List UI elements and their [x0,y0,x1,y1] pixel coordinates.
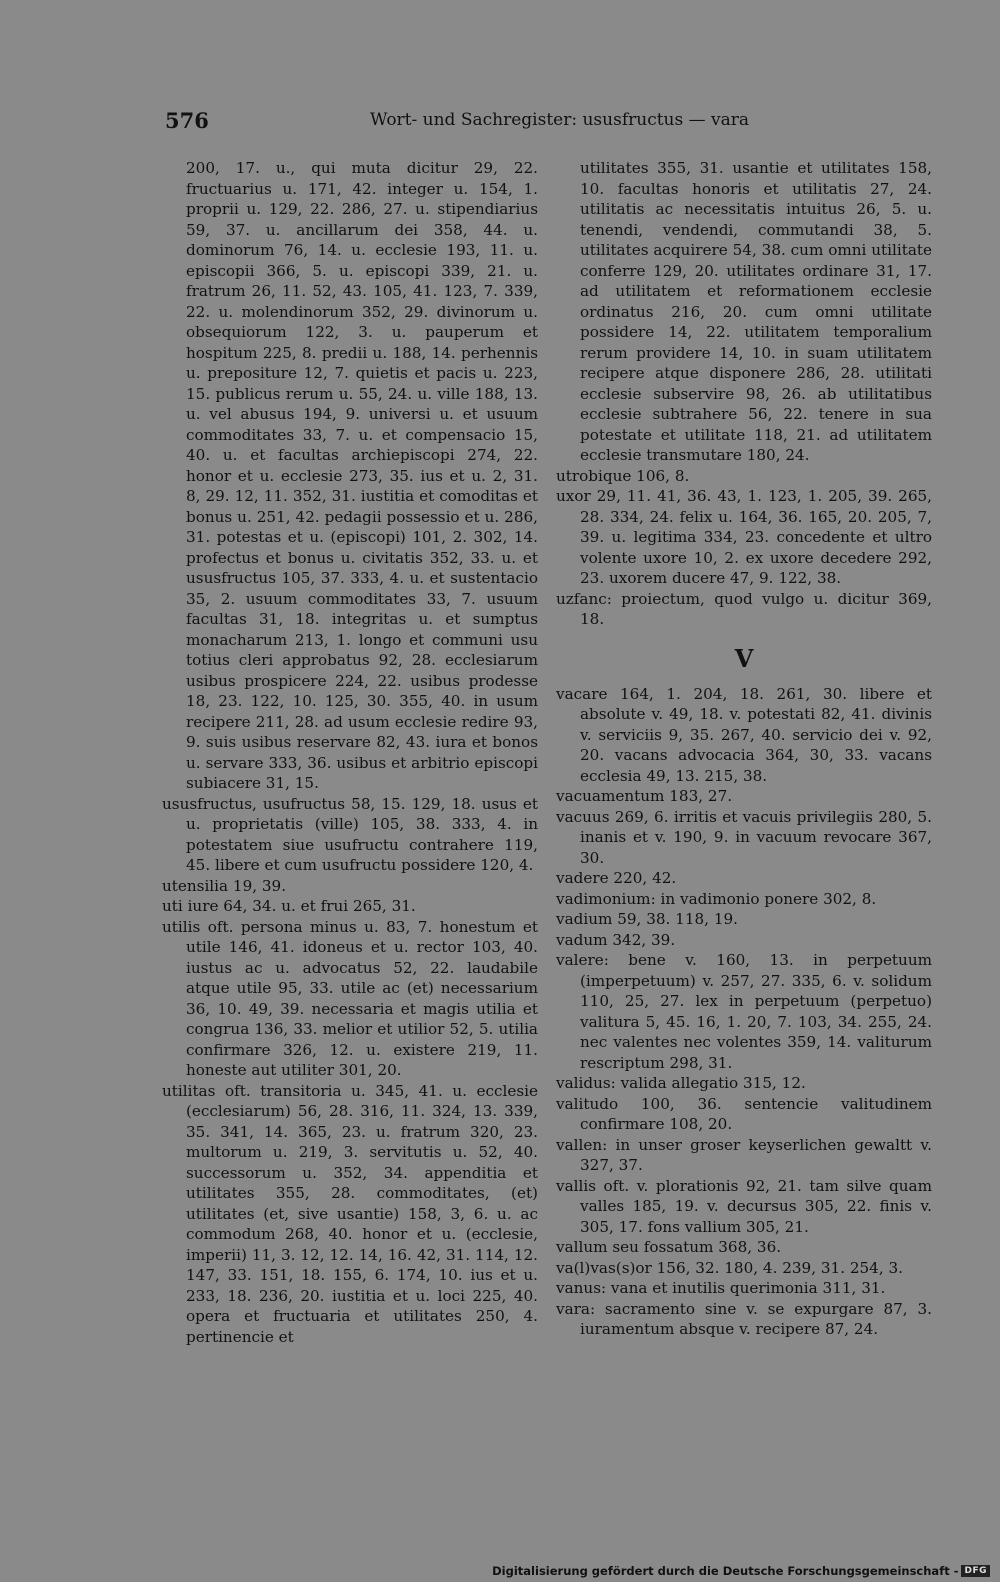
index-entry: vadium 59, 38. 118, 19. [556,910,738,928]
page-number: 576 [165,108,209,133]
index-entry: uti iure 64, 34. u. et frui 265, 31. [162,897,416,915]
index-entry: vallis oft. v. plorationis 92, 21. tam silve quam valles 185, 19. v. decursus 305, 22. finis v. 305, 17. fons vallium 305, 21. [556,1176,932,1236]
index-entry: vanus: vana et inutilis querimonia 311, 31. [556,1279,886,1297]
index-entry: va(l)vas(s)or 156, 32. 180, 4. 239, 31. 254, 3. [556,1258,903,1277]
right-column [556,158,932,1340]
index-entry: utilitas oft. transitoria u. 345, 41. u. ecclesie (ecclesiarum) 56, 28. 316, 11. 324, 13. 339, 35. 341, 14. 365, 23. u. fratrum 320, 23. multorum u. 219, 3. servitutis u. 52, 40. successorum u. 352, 34. appenditia et utilitates 355, 28. commoditates, (et) utilitates (et, sive usantie) 158, 3, 6. u. ac commodum 268, 40. honor et u. (ecclesie, imperii) 11, 3. 12, 12. 14, 16. 42, 31. 114, 12. 147, 33. 151, 18. 155, 6. 174, 10. ius et u. 233, 18. 236, 20. iustitia et u. loci 225, 40. opera et fructuaria et utilitates 250, 4. pertinencie et [162,1081,538,1346]
index-entry: vara: sacramento sine v. se expurgare 87, 3. iuramentum absque v. recipere 87, 24. [556,1299,932,1338]
index-entry: vacuus 269, 6. irritis et vacuis privilegiis 280, 5. inanis et v. 190, 9. in vacuum revocare 367, 30. [556,807,932,867]
index-entry: utrobique 106, 8. [556,466,690,485]
footer-text: Digitalisierung gefördert durch die Deutsche Forschungsgemeinschaft - [492,1564,959,1578]
index-entry: utensilia 19, 39. [162,876,287,895]
index-entry: utilitates 355, 31. usantie et utilitates 158, 10. facultas honoris et utilitatis 27, 24. utilitatis ac necessitatis intuitus 26, 5. u. tenendi, vendendi, commutandi 38, 5. utilitates acquirere 54, 38. cum omni utilitate conferre 129, 20. utilitates ordinare 31, 17. ad utilitatem et reformationem ecclesie ordinatus 216, 20. cum omni utilitate possidere 14, 22. utilitatem temporalium rerum providere 14, 10. in suam utilitatem recipere atque disponere 286, 28. utilitati ecclesie subservire 98, 26. ab utilitatibus ecclesie subtrahere 56, 22. tenere in sua potestate et utilitate 118, 21. ad utilitatem ecclesie transmutare 180, 24. [580,159,932,464]
index-entry: vadere 220, 42. [556,869,677,887]
index-entry: ususfructus, usufructus 58, 15. 129, 18. usus et u. proprietatis (ville) 105, 38. 333, 4. in potestatem siue usufructu contrahere 119, 45. libere et cum usufructu possidere 120, 4. [162,794,538,874]
index-entry: 200, 17. u., qui muta dicitur 29, 22. fructuarius u. 171, 42. integer u. 154, 1. proprii u. 129, 22. 286, 27. u. stipendiarius 59, 37. u. ancillarum dei 358, 44. u. dominorum 76, 14. u. ecclesie 193, 11. u. episcopii 366, 5. u. episcopi 339, 21. u. fratrum 26, 11. 52, 43. 105, 41. 123, 7. 339, 22. u. molendinorum 352, 29. divinorum u. obsequiorum 122, 3. u. pauperum et hospitum 225, 8. predii u. 188, 14. perhennis u. prepositure 12, 7. quietis et pacis u. 223, 15. publicus rerum u. 55, 24. u. ville 188, 13. u. vel abusus 194, 9. universi u. et usuum commoditates 33, 7. u. et compensacio 15, 40. u. et facultas archiepiscopi 274, 22. honor et u. ecclesie 273, 35. ius et u. 2, 31. 8, 29. 12, 11. 352, 31. iustitia et comoditas et bonus u. 251, 42. pedagii possessio et u. 286, 31. potestas et u. (episcopi) 101, 2. 302, 14. profectus et bonus u. civitatis 352, 33. u. et ususfructus 105, 37. 333, 4. u. et sustentacio 35, 2. usuum commoditates 33, 7. usuum facultas 31, 18. integritas u. et sumptus monacharum 213, 1. longo et communi usu totius cleri approbatus 92, 28. ecclesiarum usibus prospicere 224, 22. usibus prodesse 18, 23. 122, 10. 125, 30. 355, 40. in usum recipere 211, 28. ad usum ecclesie redire 93, 9. suis usibus reservare 82, 43. iura et bonos u. servare 333, 36. usibus et arbitrio episcopi subiacere 31, 15. [186,159,538,792]
running-head: Wort- und Sachregister: ususfructus — vara [370,110,750,130]
index-entry: vacare 164, 1. 204, 18. 261, 30. libere et absolute v. 49, 18. v. potestati 82, 41. divinis v. serviciis 9, 35. 267, 40. servicio dei v. 92, 20. vacans advocacia 364, 30, 33. vacans ecclesia 49, 13. 215, 38. [556,684,932,785]
index-entry: vadum 342, 39. [556,930,676,949]
index-entry: valitudo 100, 36. sentencie valitudinem confirmare 108, 20. [556,1094,932,1133]
index-entry: uxor 29, 11. 41, 36. 43, 1. 123, 1. 205, 39. 265, 28. 334, 24. felix u. 164, 36. 165, 20. 205, 7, 39. u. legitima 334, 23. concedente et ultro volente uxore 10, 2. ex uxore decedere 292, 23. uxorem ducere 47, 9. 122, 38. [556,487,932,587]
index-entry: validus: valida allegatio 315, 12. [556,1074,806,1092]
index-entry: vallum seu fossatum 368, 36. [556,1238,782,1256]
index-entry: vadimonium: in vadimonio ponere 302, 8. [556,889,877,908]
footer [492,1564,990,1578]
index-entry: uzfanc: proiectum, quod vulgo u. dicitur 369, 18. [556,589,932,628]
index-entry: vallen: in unser groser keyserlichen gewaltt v. 327, 37. [556,1135,932,1174]
index-entry: valere: bene v. 160, 13. in perpetuum (imperpetuum) v. 257, 27. 335, 6. v. solidum 110, 25, 27. lex in perpetuum (perpetuo) valitura 5, 45. 16, 1. 20, 7. 103, 34. 255, 24. nec valentes nec volentes 359, 14. valiturum rescriptum 298, 31. [556,951,932,1072]
index-entry: vacuamentum 183, 27. [556,787,733,805]
section-letter: V [734,643,754,673]
index-entry: utilis oft. persona minus u. 83, 7. honestum et utile 146, 41. idoneus et u. rector 103, 40. iustus ac u. advocatus 52, 22. laudabile atque utile 95, 33. utile ac (et) necessarium 36, 10. 49, 39. necessaria et magis utilia et congrua 136, 33. melior et utilior 52, 5. utilia confirmare 326, 12. u. existere 219, 11. honeste aut utiliter 301, 20. [162,917,538,1079]
dfg-logo-icon: DFG [961,1565,990,1577]
left-column [162,158,538,1347]
